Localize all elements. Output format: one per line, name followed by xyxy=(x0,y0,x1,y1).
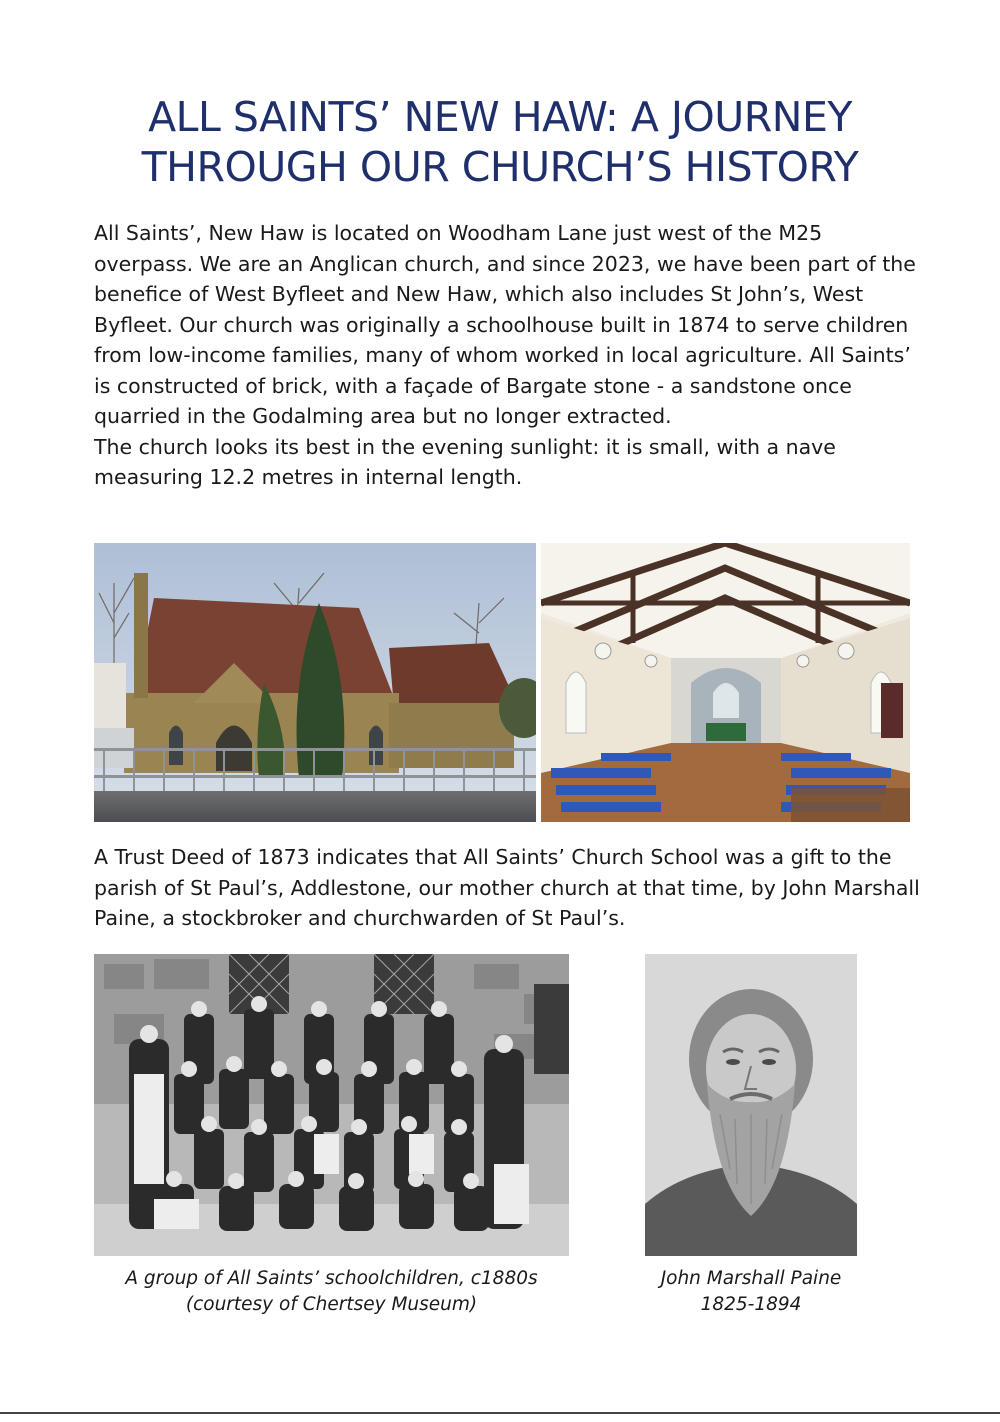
bottom-divider xyxy=(0,1412,1000,1414)
title-line-2: THROUGH OUR CHURCH’S HISTORY xyxy=(141,143,859,191)
portrait-caption xyxy=(625,1266,877,1318)
portrait-caption-name: John Marshall Paine xyxy=(660,1268,842,1289)
intro-paragraph-1: All Saints’, New Haw is located on Woodham Lane just west of the M25 overpass. We are an Anglican church, and since 2023, we have been part of the benefice of West Byfleet and New Haw, which also includes St John’s, West Byfleet. Our church was originally a schoolhouse built in 1874 to serve children from low-income families, many of whom worked in local agriculture. All Saints’ is constructed of brick, with a façade of Bargate stone - a sandstone once quarried in the Godalming area but no longer extracted. xyxy=(94,221,916,428)
schoolchildren-caption-line-1: A group of All Saints’ schoolchildren, c1880s xyxy=(125,1268,538,1289)
intro-text xyxy=(94,218,924,493)
schoolchildren-caption xyxy=(94,1266,569,1318)
church-interior-photo xyxy=(541,543,910,822)
schoolchildren-caption-line-2: (courtesy of Chertsey Museum) xyxy=(185,1294,478,1315)
john-marshall-paine-portrait xyxy=(645,954,857,1256)
trust-deed-paragraph: A Trust Deed of 1873 indicates that All Saints’ Church School was a gift to the parish of St Paul’s, Addlestone, our mother church at that time, by John Marshall Paine, a stockbroker and churchwarden of St Paul’s. xyxy=(94,845,920,930)
portrait-caption-dates: 1825-1894 xyxy=(700,1294,802,1315)
church-exterior-photo xyxy=(94,543,536,822)
intro-paragraph-2: The church looks its best in the evening sunlight: it is small, with a nave measuring 12.2 metres in internal length. xyxy=(94,434,836,489)
page-title xyxy=(60,92,940,192)
title-line-1: ALL SAINTS’ NEW HAW: A JOURNEY xyxy=(148,93,852,141)
schoolchildren-photo xyxy=(94,954,569,1256)
